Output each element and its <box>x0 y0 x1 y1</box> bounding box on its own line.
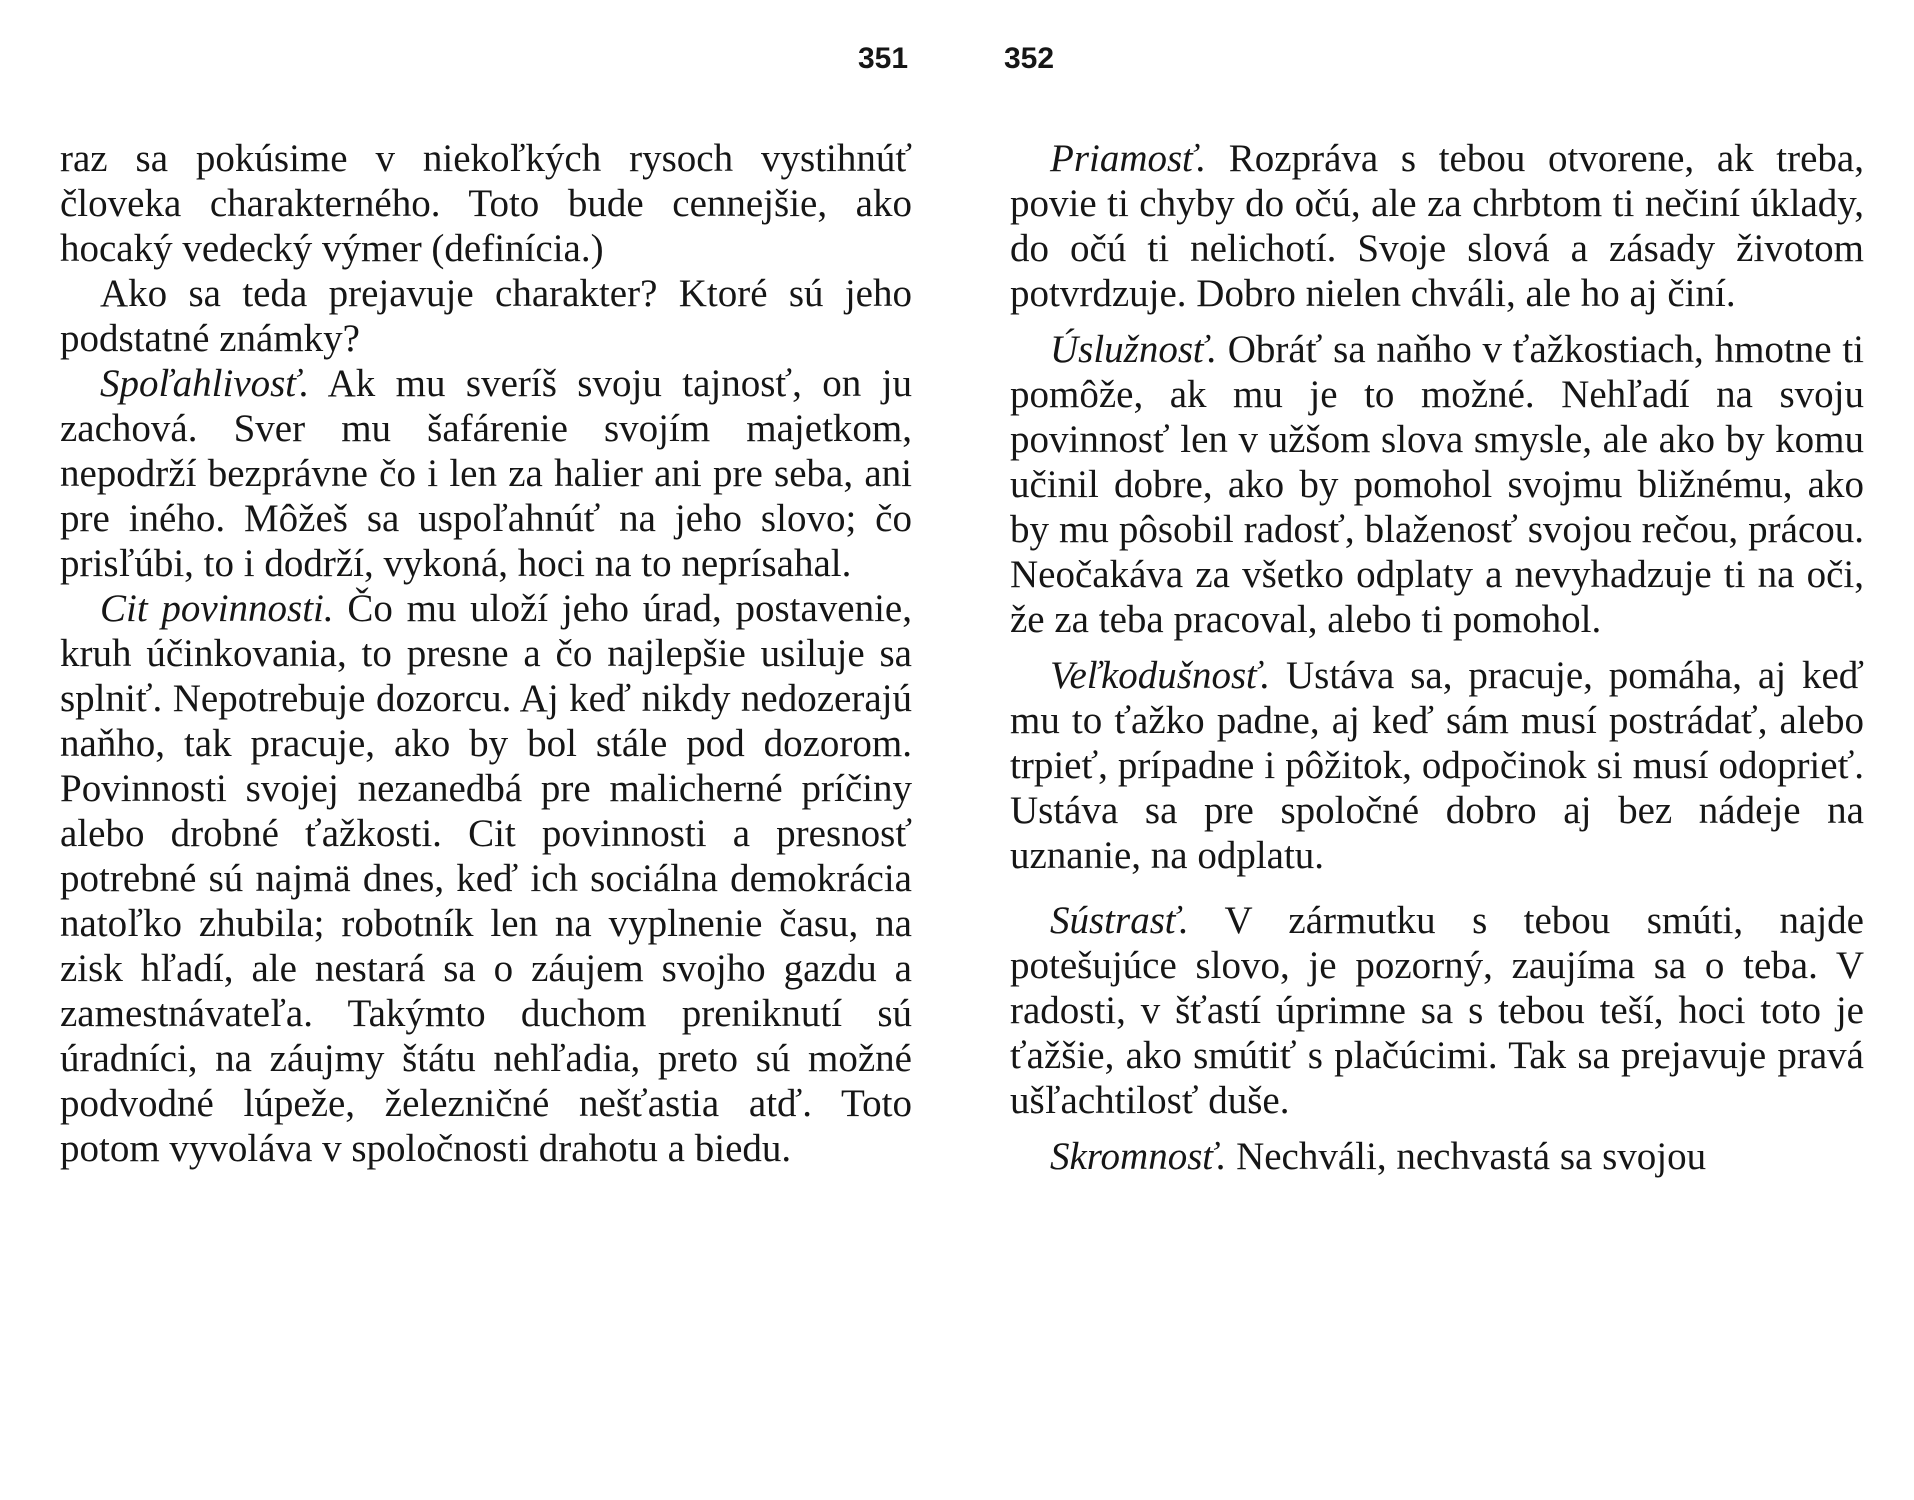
paragraph-usluznost <box>1010 327 1864 642</box>
paragraph-sustrast <box>1010 898 1864 1123</box>
paragraph-text: Nechváli, nechvastá sa svojou <box>1226 1135 1707 1178</box>
term-heading: Skromnosť. <box>1050 1135 1227 1178</box>
paragraph-text: raz sa pokúsime v niekoľkých rysoch vystihnúť človeka charakterného. Toto bude cennejšie, ako hocaký vedecký výmer (definícia.) <box>60 137 912 270</box>
paragraph-velkodusnost <box>1010 653 1864 878</box>
paragraph-text: Obráť sa naňho v ťažkostiach, hmotne ti pomôže, ak mu je to možné. Nehľadí na svoju povinnosť len v užšom slova smysle, ale ako by komu učinil dobre, ako by pomohol svojmu bližnému, ako by mu pôsobil radosť, blaženosť svojou rečou, prácou. Neočakáva za všetko odplaty a nevyhadzuje ti na oči, že za teba pracoval, alebo ti pomohol. <box>1010 328 1864 641</box>
page-number-left: 351 <box>858 42 909 75</box>
right-page-text <box>1010 136 1864 1179</box>
paragraph-text: Čo mu uloží jeho úrad, postavenie, kruh účinkovania, to presne a čo najlepšie usiluje sa splniť. Nepotrebuje dozorcu. Aj keď nikdy nedozerajú naňho, tak pracuje, ako by bol stále pod dozorom. Povinnosti svojej nezanedbá pre malicherné príčiny alebo drobné ťažkosti. Cit povinnosti a presnosť potrebné sú najmä dnes, keď ich sociálna demokrácia natoľko zhubila; robotník len na vyplnenie času, na zisk hľadí, ale nestará sa o záujem svojho gazdu a zamestnávateľa. Takýmto duchom preniknutí sú úradníci, na záujmy štátu nehľadia, preto sú možné podvodné lúpeže, železničné nešťastia atď. Toto potom vyvoláva v spoločnosti drahotu a biedu. <box>60 587 912 1170</box>
term-heading: Veľkodušnosť. <box>1050 654 1271 697</box>
paragraph-text: V zármutku s tebou smúti, najde potešujúce slovo, je pozorný, zaujíma sa o teba. V radosti, v šťastí úprimne sa s tebou teší, hoci toto je ťažšie, ako smútiť s plačúcimi. Tak sa prejavuje pravá ušľachtilosť duše. <box>1010 899 1864 1122</box>
paragraph-priamost <box>1010 136 1864 316</box>
term-heading: Úslužnosť. <box>1050 328 1217 371</box>
paragraph-text: Ustáva sa, pracuje, pomáha, aj keď mu to ťažko padne, aj keď sám musí postrádať, alebo trpieť, prípadne i pôžitok, odpočinok si musí odoprieť. Ustáva sa pre spoločné dobro aj bez nádeje na uznanie, na odplatu. <box>1010 654 1864 877</box>
paragraph-intro-continued <box>60 136 912 271</box>
term-heading: Priamosť. <box>1050 137 1207 180</box>
left-page-text <box>60 136 912 1171</box>
paragraph-spolahlivost <box>60 361 912 586</box>
term-heading: Sústrasť. <box>1050 899 1189 942</box>
term-heading: Cit povinnosti. <box>100 587 334 630</box>
page-number-right: 352 <box>1004 42 1055 75</box>
paragraph-skromnost <box>1010 1134 1864 1179</box>
term-heading: Spoľahlivosť. <box>100 362 310 405</box>
paragraph-cit-povinnosti <box>60 586 912 1171</box>
paragraph-text: Ako sa teda prejavuje charakter? Ktoré sú jeho podstatné známky? <box>60 272 912 360</box>
paragraph-question <box>60 271 912 361</box>
paragraph-text: Rozpráva s tebou otvorene, ak treba, povie ti chyby do očú, ale za chrbtom ti nečiní úklady, do očú ti nelichotí. Svoje slová a zásady životom potvrdzuje. Dobro nielen chváli, ale ho aj činí. <box>1010 137 1864 315</box>
paragraph-text: Ak mu sveríš svoju tajnosť, on ju zachová. Sver mu šafárenie svojím majetkom, nepodrží bezprávne čo i len za halier ani pre seba, ani pre iného. Môžeš sa uspoľahnúť na jeho slovo; čo prisľúbi, to i dodrží, vykoná, hoci na to neprísahal. <box>60 362 912 585</box>
